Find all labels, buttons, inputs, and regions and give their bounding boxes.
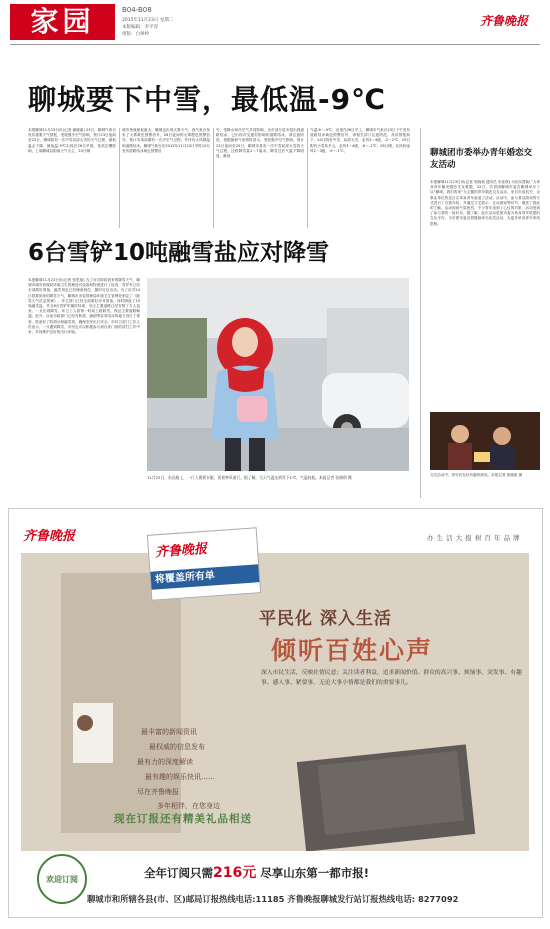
column-rule <box>307 128 308 228</box>
ad-contact-line: 聊城市和所辖各县(市、区)邮局订报热线电话:11185 齐鲁晚报聊城发行站订报热线电话: 8277092 <box>87 894 459 904</box>
ad-newspaper-banner: 将覆盖所有单 <box>150 564 259 589</box>
ad-feature: 最有力的深度解读 <box>137 758 193 766</box>
ad-subtitle: 倾听百姓心声 <box>271 636 434 665</box>
photo-caption: 11月23日，东昌路上，一行人裹紧衣服，顶着寒风前行。据了解，当天气温达到零下1℃，气温较低。本报记者 张晓琪 摄 <box>147 475 352 480</box>
second-story-body: 本报聊城11月23日讯(记者 张思旭) 为了应对即将到来的降雪天气，聊城市城市管理局环境卫生管理处对设备和物资进行了检查，雪铲车已经全部做好准备，融雪剂也已经储备到位，随时可以出动。为了应对24日将要到来的降雪天气，聊城市市容管理局环境卫生管理处制定了《除雪天气应急预案》，环卫部门已经全部做好应对准备，同时储备了10吨融雪盐，并且6台雪铲车随时待命。市区主要道路已经安排了专人巡查，一旦出现降雪，环卫工人将第一时间上路除雪，保证主要道路畅通。此外，目前市政部门已经对桥梁、涵洞等容易结冰的地方进行了排查，准备好了防滑沙和融雪剂，确保市民出行安全。市环卫部门工作人员表示，一旦遇到降雪，市民也可以积极参与到自家门前的清扫工作中来，共同维护良好的出行环境。 <box>28 278 140 335</box>
news-photo <box>147 278 409 471</box>
editor-credit: 本版编辑：李平容 <box>122 25 158 30</box>
ad-price-line <box>144 862 369 882</box>
ad-background-art <box>21 553 529 851</box>
lead-column-2: 城市物流最低最大，聊城也出现大雾天气，西气象台发布了大雾黄色预警信号，26日夜间的大雾橙色预警信号。预计本周前期有一次冷空气过程，并伴有大风降温和道路结冰，聊城气象台在2015年11月23日早时10分发布道路结冰黄色预警信 <box>122 128 210 153</box>
side-headline: 聊城团市委举办青年婚恋交友活动 <box>430 148 533 170</box>
masthead <box>10 4 540 42</box>
ad-feature: 尽在齐鲁晚报 <box>137 788 179 796</box>
lead-column-1: 本报聊城11月23日讯(记者 谢晓丽) 23日，聊城气象台发布重要天气预报，受较强冷空气影响，预计23日夜间至25日，聊城将有一次中雪局部大雪的天气过程，最低温会下降，最低温-9℃出现在26日早晨。受高空槽影响，上周聊城以阴雨天气为主，20日聊 <box>28 128 116 153</box>
ad-price: 216元 <box>213 865 257 881</box>
page-number: B04-B08 <box>122 6 152 14</box>
ad-gift-line: 现在订报还有精美礼品相送 <box>114 813 252 825</box>
paper-logo: 齐鲁晚报 <box>480 14 529 28</box>
section-logo: 家园 <box>10 4 115 40</box>
ad-price-prefix: 全年订阅只需 <box>144 866 213 880</box>
publication-date: 2015年11月23日 星期二 <box>122 18 174 23</box>
lead-headline: 聊城要下中雪，最低温-9℃ <box>28 83 387 116</box>
side-photo-caption: 交友活动中，青年们在玩有趣的游戏。本报记者 郭晓欢 摄 <box>430 473 523 477</box>
ad-image-band <box>21 553 529 851</box>
dating-event-photo <box>430 412 540 470</box>
woman-in-red-scarf-photo <box>147 278 409 471</box>
subscription-ad <box>8 508 543 918</box>
ad-subscribe-stamp: 欢迎订阅 <box>37 854 87 904</box>
ad-feature: 最丰富的新闻资讯 <box>141 728 197 736</box>
ad-feature: 多年相伴，在您身边 <box>157 802 220 810</box>
lead-column-4: 气温-6～-9℃，出现在26日早上，聊城市气象台23日下午发布道路结冰黄色预警信号，请相关部门注意防范，具体预报如下：24日阴有中雪，局部大雪，北风3～4级，-2～2℃；25日阴有小雪转多云，北风3～4级，-6～-1℃；26日晴，北风转南风2～3级，-9～-1℃。 <box>310 128 410 153</box>
side-photo <box>430 412 540 470</box>
ad-newspaper-graphic <box>147 527 261 601</box>
ad-feature: 最有趣的娱乐快讯…… <box>145 773 215 781</box>
ad-newspaper-masthead: 齐鲁晚报 <box>154 541 208 561</box>
ad-title: 平民化 深入生活 <box>259 609 392 629</box>
second-headline: 6台雪铲10吨融雪盐应对降雪 <box>28 240 330 266</box>
header-rule <box>10 44 540 45</box>
ad-feature: 最权威的信息发布 <box>149 743 205 751</box>
ad-price-suffix: 尽享山东第一都市报! <box>256 866 369 880</box>
ad-slogan: 办 生 活 大 报 树 百 年 品 牌 <box>427 534 521 542</box>
column-rule <box>213 128 214 228</box>
side-column-rule <box>420 128 421 498</box>
layout-credit: 组版：白翠婷 <box>122 32 149 37</box>
ad-body: 深入市民生活，反映社情民意；关注读者利益，追求新闻价值。群众的高兴事、烦恼事、突发事、有趣事、感人事、紧要事，无论大事小情都是我们的重要事儿。 <box>261 670 522 686</box>
lead-column-3: 号，受降水和冷空气共同影响，全市部分县市将出现道路结冰，已出现对交通有影响的道路结冰，请注意防范。根据最新气象资料显示，受较强冷空气影响，预计23日夜间至25日，聊城市将有一次中雪局部大雪的天气过程，过程降雪量2～7毫米，降雪过后气温下降明显，最低 <box>216 128 304 159</box>
column-rule <box>119 128 120 228</box>
ad-paper-logo: 齐鲁晚报 <box>23 529 76 544</box>
side-story-body: 本报聊城11月23日讯(记者 郭晓欢 通讯员 宋佳琪) 为切实帮助广大单身青年解决婚恋交友难题，22日，共青团聊城市委在聊城举办了以“聊城，我们的家”为主题的青年婚恋交友活动，来自市直机关、企事业单位的近百名单身青年参加了活动。活动中，参与者以游戏的方式进行了自我介绍，并通过才艺展示、互动游戏等环节，增进了彼此的了解。活动现场气氛热烈，不少青年找到了心仪的对象，活动受到了参与者的一致好评。据了解，此次活动是团市委为单身青年搭建的交友平台，今后团市委还将继续举办此类活动，为更多单身青年牵线搭桥。 <box>430 180 540 226</box>
